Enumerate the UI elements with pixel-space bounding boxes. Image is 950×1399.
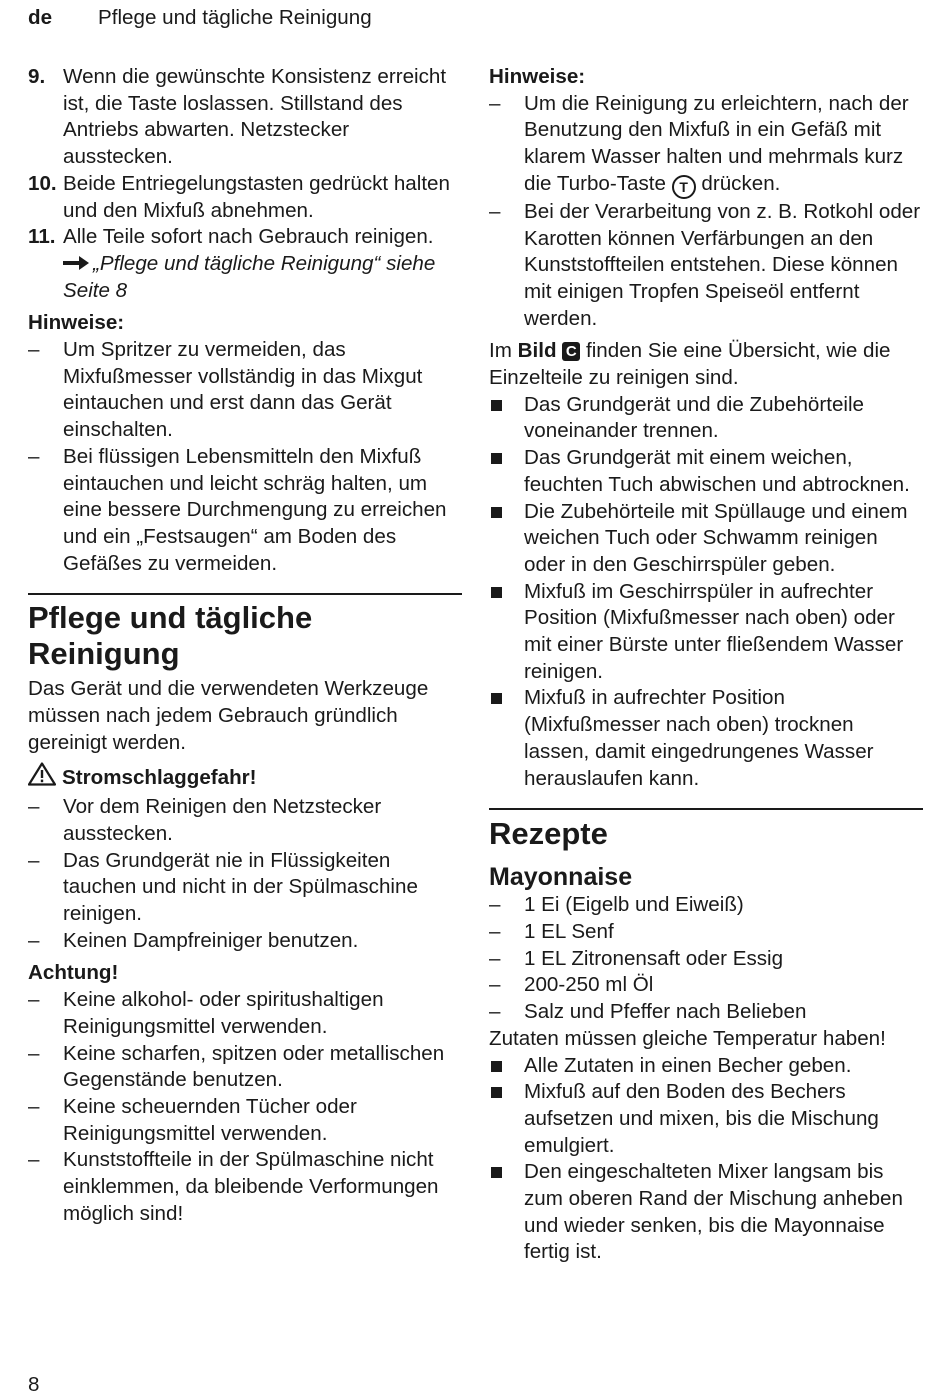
dash-marker: – [489, 199, 501, 223]
recipe-step [489, 1159, 923, 1266]
overview-paragraph [489, 338, 923, 391]
dash-marker: – [28, 444, 40, 468]
recipe-step [489, 1053, 923, 1080]
cleaning-step-text: Die Zubehörteile mit Spüllauge und einem weichen Tuch oder Schwamm reinigen oder in den Geschirrspüler geben. [524, 499, 908, 576]
left-column [28, 64, 462, 1227]
square-bullet-icon [491, 1087, 502, 1098]
square-bullet-icon [491, 507, 502, 518]
cleaning-step-text: Mixfuß in aufrechter Position (Mixfußmesser nach oben) trocknen lassen, damit eingedrungenes Wasser herauslaufen kann. [524, 686, 874, 790]
section-intro: Das Gerät und die verwendeten Werkzeuge müssen nach jedem Gebrauch gründlich gereinigt werden. [28, 677, 429, 754]
dash-marker: – [28, 1148, 40, 1172]
cleaning-step [489, 445, 923, 498]
temperature-note: Zutaten müssen gleiche Temperatur haben! [489, 1026, 886, 1050]
recipe-name: Mayonnaise [489, 863, 633, 892]
warning-title: Stromschlaggefahr! [62, 765, 257, 789]
recipe-step-text: Den eingeschalteten Mixer langsam bis zum oberen Rand der Mischung anheben und wieder senken, bis die Mayonnaise fertig ist. [524, 1160, 903, 1264]
recipe-step [489, 1079, 923, 1159]
step-item [28, 224, 462, 304]
page-header [28, 5, 372, 33]
ingredient-text: 1 Ei (Eigelb und Eiweiß) [524, 893, 744, 917]
square-bullet-icon [491, 693, 502, 704]
header-title: Pflege und tägliche Reinigung [98, 6, 372, 29]
step-item [28, 171, 462, 224]
cleaning-step [489, 392, 923, 445]
hint-item [489, 199, 923, 333]
hints-heading: Hinweise: [28, 311, 125, 335]
figure-badge: C [562, 342, 580, 361]
ingredient-text: 1 EL Zitronensaft oder Essig [524, 946, 784, 970]
caution-item [28, 1041, 462, 1094]
square-bullet-icon [491, 1061, 502, 1072]
step-body [63, 224, 462, 304]
step-number: 10. [28, 171, 57, 195]
overview-prefix: Im [489, 339, 512, 363]
dash-marker: – [489, 91, 501, 115]
cleaning-step-text: Das Grundgerät mit einem weichen, feuchten Tuch abwischen und abtrocknen. [524, 446, 910, 496]
recipe-step-text: Alle Zutaten in einen Becher geben. [524, 1053, 852, 1077]
turbo-key-icon: T [672, 175, 696, 199]
arrow-right-icon [63, 251, 93, 278]
recipes-title: Rezepte [489, 816, 608, 852]
hint-text: Bei der Verarbeitung von z. B. Rotkohl oder Karotten können Verfärbungen an den Kunststoffteilen entstehen. Diese können mit einigen Tropfen Speiseöl entfernt werden. [524, 199, 921, 330]
dash-marker: – [28, 988, 40, 1012]
caution-text: Keine scharfen, spitzen oder metallischen Gegenstände benutzen. [63, 1041, 445, 1092]
overview-text: finden Sie eine Übersicht, wie die Einzelteile zu reinigen sind. [489, 339, 891, 390]
dash-marker: – [28, 795, 40, 819]
page-number: 8 [28, 1373, 40, 1396]
hint-text: Bei flüssigen Lebensmitteln den Mixfuß eintauchen und leicht schräg halten, um eine bessere Durchmengung zu erreichen und ein „Festsaugen“ am Boden des Gefäßes zu vermeiden. [63, 444, 447, 575]
language-code: de [28, 6, 53, 29]
cleaning-step-text: Mixfuß im Geschirrspüler in aufrechter Position (Mixfußmesser nach oben) oder mit einer Bürste unter fließendem Wasser reinigen. [524, 579, 904, 683]
warning-text: Keinen Dampfreiniger benutzen. [63, 928, 359, 952]
ingredient-text: Salz und Pfeffer nach Belieben [524, 1000, 807, 1024]
caution-text: Keine alkohol- oder spiritushaltigen Reinigungsmittel verwenden. [63, 988, 384, 1038]
step-item [28, 64, 462, 171]
step-text: Alle Teile sofort nach Gebrauch reinigen. [63, 225, 434, 249]
square-bullet-icon [491, 400, 502, 411]
hints-heading: Hinweise: [489, 65, 586, 88]
section-title: Pflege und tägliche Reinigung [28, 600, 313, 672]
warning-heading [28, 762, 462, 794]
caution-item [28, 987, 462, 1040]
hint-item [28, 337, 462, 444]
dash-marker: – [28, 928, 40, 952]
section-divider [28, 593, 462, 595]
ingredient-item [489, 946, 923, 973]
dash-marker: – [28, 338, 40, 362]
caution-text: Keine scheuernden Tücher oder Reinigungsmittel verwenden. [63, 1094, 357, 1145]
hint-item [489, 91, 923, 199]
dash-marker: – [489, 973, 501, 997]
hint-text: Um Spritzer zu vermeiden, das Mixfußmesser vollständig in das Mixgut eintauchen und erst dann das Gerät einschalten. [63, 338, 423, 442]
page-reference-link[interactable]: „Pflege und tägliche Reinigung“ siehe Seite 8 [63, 251, 436, 302]
dash-marker: – [489, 893, 501, 917]
step-number: 9. [28, 65, 46, 88]
right-column [489, 64, 923, 1266]
step-text: Beide Entriegelungstasten gedrückt halten und den Mixfuß abnehmen. [63, 171, 450, 222]
caution-item [28, 1094, 462, 1147]
warning-item [28, 794, 462, 847]
step-text: Wenn die gewünschte Konsistenz erreicht ist, die Taste loslassen. Stillstand des Antriebs abwarten. Netzstecker ausstecken. [63, 65, 447, 169]
warning-triangle-icon [28, 762, 62, 794]
dash-marker: – [489, 946, 501, 970]
recipe-step-text: Mixfuß auf den Boden des Bechers aufsetzen und mixen, bis die Mischung emulgiert. [524, 1080, 879, 1157]
ingredient-text: 1 EL Senf [524, 919, 614, 943]
square-bullet-icon [491, 1167, 502, 1178]
hint-text-end: drücken. [701, 171, 781, 195]
warning-text: Vor dem Reinigen den Netzstecker ausstecken. [63, 795, 382, 845]
ingredient-item [489, 999, 923, 1026]
ingredient-item [489, 892, 923, 919]
dash-marker: – [489, 1000, 501, 1024]
ingredient-item [489, 919, 923, 946]
dash-marker: – [28, 848, 40, 872]
cleaning-step [489, 579, 923, 686]
hint-body [524, 91, 923, 199]
dash-marker: – [28, 1094, 40, 1118]
cleaning-step [489, 685, 923, 792]
warning-item [28, 928, 462, 955]
figure-label: Bild [517, 339, 557, 363]
cleaning-step-text: Das Grundgerät und die Zubehörteile voneinander trennen. [524, 392, 865, 443]
warning-text: Das Grundgerät nie in Flüssigkeiten tauchen und nicht in der Spülmaschine reinigen. [63, 848, 418, 925]
step-number: 11. [28, 225, 56, 249]
dash-marker: – [489, 919, 501, 943]
square-bullet-icon [491, 587, 502, 598]
cleaning-step [489, 499, 923, 579]
dash-marker: – [28, 1041, 40, 1065]
hint-item [28, 444, 462, 578]
square-bullet-icon [491, 453, 502, 464]
hint-text: Um die Reinigung zu erleichtern, nach der Benutzung den Mixfuß in ein Gefäß mit klarem Wasser halten und mehrmals kurz die Turbo-Taste [524, 91, 909, 195]
warning-item [28, 848, 462, 928]
caution-text: Kunststoffteile in der Spülmaschine nicht einklemmen, da bleibende Verformungen möglich sind! [63, 1148, 439, 1225]
ingredient-text: 200-250 ml Öl [524, 973, 654, 997]
section-divider [489, 808, 923, 810]
ingredient-item [489, 972, 923, 999]
caution-heading: Achtung! [28, 961, 119, 985]
caution-item [28, 1147, 462, 1227]
